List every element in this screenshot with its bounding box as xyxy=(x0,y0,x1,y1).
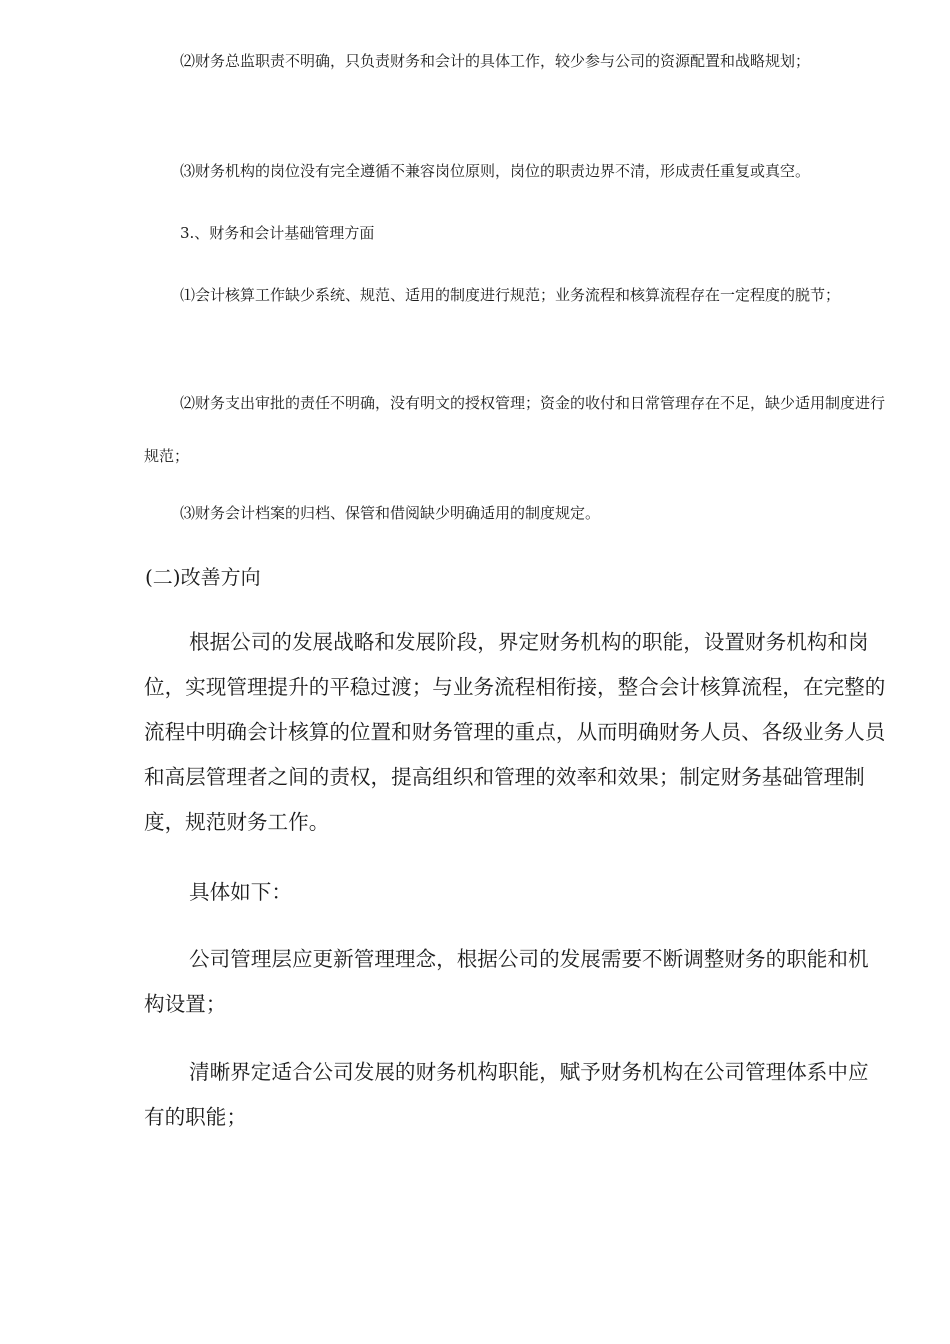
paragraph-archives: ⑶财务会计档案的归档、保管和借阅缺少明确适用的制度规定。 xyxy=(180,504,601,522)
paragraph-accounting-system: ⑴会计核算工作缺少系统、规范、适用的制度进行规范；业务流程和核算流程存在一定程度的脱节； xyxy=(180,286,841,304)
paragraph-cfo-duties: ⑵财务总监职责不明确，只负责财务和会计的具体工作，较少参与公司的资源配置和战略规划； xyxy=(180,52,811,70)
section-heading-improvement: (二)改善方向 xyxy=(145,565,261,589)
paragraph-define-functions: 清晰界定适合公司发展的财务机构职能，赋予财务机构在公司管理体系中应有的职能； xyxy=(144,1060,869,1129)
paragraph-post-principles: ⑶财务机构的岗位没有完全遵循不兼容岗位原则，岗位的职责边界不清，形成责任重复或真空。 xyxy=(180,162,811,180)
paragraph-management-concept: 公司管理层应更新管理理念，根据公司的发展需要不断调整财务的职能和机构设置； xyxy=(144,947,869,1016)
paragraph-expense-approval: ⑵财务支出审批的责任不明确，没有明文的授权管理；资金的收付和日常管理存在不足，缺少适用制度进行规范； xyxy=(144,394,886,465)
subheading-accounting-basics: 3.、财务和会计基础管理方面 xyxy=(180,224,375,242)
paragraph-improvement-direction: 根据公司的发展战略和发展阶段，界定财务机构的职能，设置财务机构和岗位，实现管理提升的平稳过渡；与业务流程相衔接，整合会计核算流程，在完整的流程中明确会计核算的位置和财务管理的重点，从而明确财务人员、各级业务人员和高层管理者之间的责权，提高组织和管理的效率和效果；制定财务基础管理制度，规范财务工作。 xyxy=(144,630,886,834)
paragraph-details-intro: 具体如下： xyxy=(189,880,292,904)
